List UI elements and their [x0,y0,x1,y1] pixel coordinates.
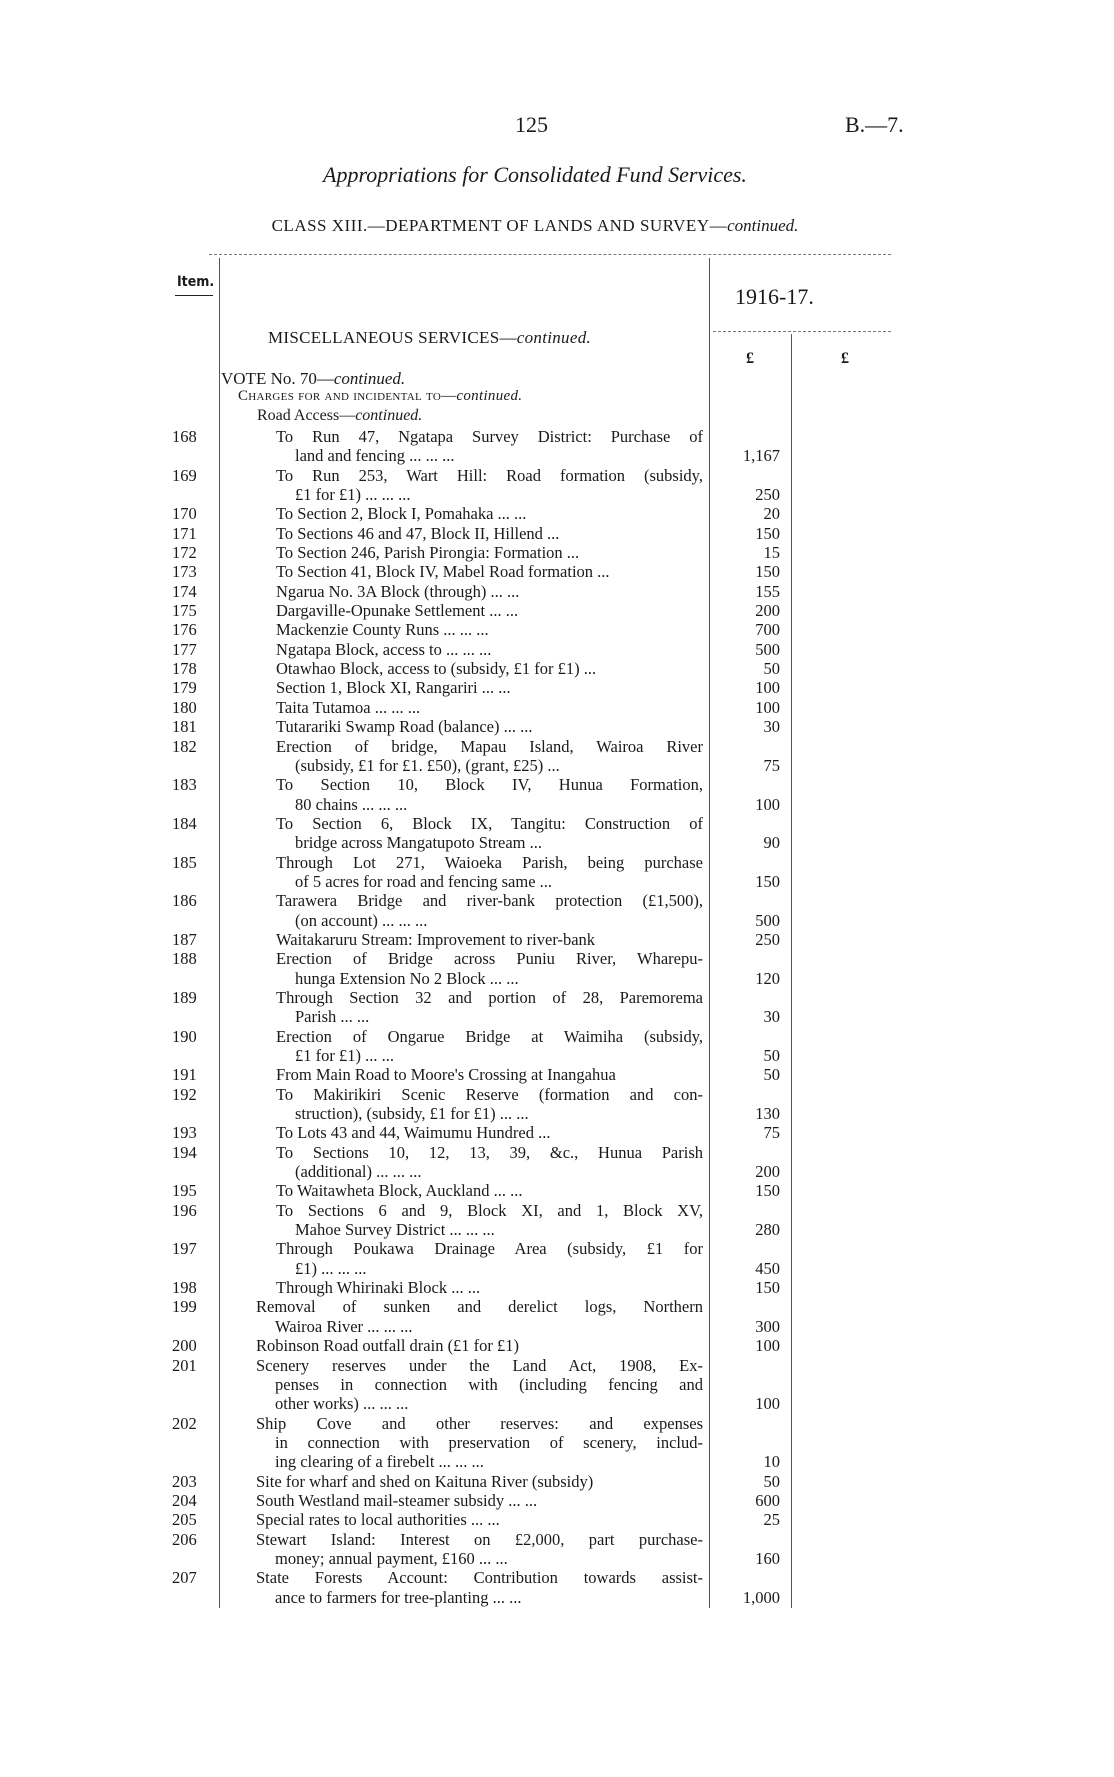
document-reference: B.—7. [845,112,904,137]
table-row [0,1278,1114,1297]
row-line [0,795,1114,814]
item-description: Ngatapa Block, access to ... ... ... [276,639,492,659]
item-number: 205 [172,1510,197,1530]
item-number: 201 [172,1355,197,1375]
item-number: 174 [172,581,197,601]
item-amount: 100 [755,1394,780,1414]
row-line [0,1104,1114,1123]
table-row [0,1123,1114,1142]
item-number: 180 [172,697,197,717]
vote-heading [221,369,405,389]
row-line [0,698,1114,717]
section-heading [268,328,591,348]
item-description: £1 for £1) ... ... [295,1046,394,1065]
item-description: £1) ... ... ... [295,1258,367,1278]
item-amount: 450 [755,1258,780,1278]
item-amount: 1,167 [742,446,780,466]
table-row [0,717,1114,736]
item-description: Section 1, Block XI, Rangariri ... ... [276,678,511,698]
item-description: (additional) ... ... ... [295,1162,422,1182]
row-line [0,1297,1114,1316]
item-description: To Sections 46 and 47, Block II, Hillend ... [276,523,560,543]
row-line [0,891,1114,910]
row-line [0,466,1114,485]
row-line [0,833,1114,852]
item-amount: 50 [763,659,780,679]
item-number: 191 [172,1065,197,1085]
item-number: 173 [172,562,197,582]
item-description: Stewart Island: Interest on £2,000, part purchase- [256,1529,703,1549]
row-line [0,1065,1114,1084]
item-number: 169 [172,465,197,485]
item-amount: 1,000 [742,1587,780,1607]
item-amount: 160 [755,1548,780,1568]
table-row [0,1356,1114,1414]
item-number: 194 [172,1142,197,1162]
item-amount: 300 [755,1316,780,1336]
item-description: other works) ... ... ... [275,1394,409,1414]
row-line [0,601,1114,620]
item-description: To Sections 6 and 9, Block XI, and 1, Block XV, [276,1200,703,1220]
item-amount: 700 [755,620,780,640]
item-number: 202 [172,1413,197,1433]
item-description: To Makirikiri Scenic Reserve (formation and con- [276,1084,703,1104]
item-description: struction), (subsidy, £1 for £1) ... ... [295,1104,529,1124]
item-description: Ship Cove and other reserves: and expenses [256,1413,703,1433]
row-line [0,1181,1114,1200]
item-amount: 75 [763,1123,780,1143]
item-description: Wairoa River ... ... ... [275,1316,413,1336]
item-amount: 25 [763,1510,780,1530]
charges-heading-text: Charges for and incidental to— [238,388,457,404]
item-number: 198 [172,1278,197,1298]
item-amount: 600 [755,1490,780,1510]
item-number: 195 [172,1181,197,1201]
item-description: £1 for £1) ... ... ... [295,485,411,505]
item-description: ance to farmers for tree-planting ... ... [275,1587,522,1607]
row-line [0,1336,1114,1355]
table-row [0,1336,1114,1355]
row-line [0,737,1114,756]
row-line [0,1143,1114,1162]
row-line [0,814,1114,833]
year-header: 1916-17. [735,284,814,309]
row-line [0,756,1114,775]
item-description: To Section 6, Block IX, Tangitu: Construction of [276,813,703,833]
item-number: 176 [172,620,197,640]
item-number: 184 [172,813,197,833]
item-description: in connection with preservation of scenery, includ- [275,1432,703,1452]
item-description: Dargaville-Opunake Settlement ... ... [276,601,519,621]
item-description: Mackenzie County Runs ... ... ... [276,620,489,640]
row-line [0,1007,1114,1026]
item-number: 192 [172,1084,197,1104]
row-line [0,872,1114,891]
table-row [0,1201,1114,1240]
item-description: land and fencing ... ... ... [295,446,455,466]
class-heading-continued: continued. [727,216,799,235]
table-row [0,543,1114,562]
table-row [0,1065,1114,1084]
item-description: To Run 47, Ngatapa Survey District: Purchase of [276,427,703,446]
table-row [0,659,1114,678]
table-row [0,640,1114,659]
item-description: Through Whirinaki Block ... ... [276,1278,481,1298]
item-amount: 10 [763,1452,780,1472]
table-row [0,814,1114,853]
item-number: 207 [172,1568,197,1588]
table-row [0,1568,1114,1607]
item-description: hunga Extension No 2 Block ... ... [295,968,519,988]
row-line [0,1549,1114,1568]
table-row [0,1297,1114,1336]
item-description: of 5 acres for road and fencing same ... [295,871,553,891]
section-heading-continued: continued. [516,328,592,347]
row-line [0,1472,1114,1491]
item-description: Mahoe Survey District ... ... ... [295,1220,495,1240]
item-amount: 150 [755,523,780,543]
row-line [0,1201,1114,1220]
row-line [0,1278,1114,1297]
item-amount: 50 [763,1046,780,1065]
item-description: To Section 10, Block IV, Hunua Formation, [276,775,703,795]
item-description: To Waitawheta Block, Auckland ... ... [276,1181,523,1201]
item-amount: 150 [755,1181,780,1201]
row-line [0,1510,1114,1529]
subhead-text: Road Access— [257,407,356,424]
page-number: 125 [515,112,548,137]
row-line [0,1588,1114,1607]
item-description: Through Section 32 and portion of 28, Paremorema [276,987,703,1007]
row-line [0,427,1114,446]
row-line [0,775,1114,794]
table-row [0,582,1114,601]
item-number: 183 [172,775,197,795]
subhead-road-access [257,407,422,425]
item-description: (on account) ... ... ... [295,910,428,930]
item-description: Scenery reserves under the Land Act, 1908, Ex- [256,1355,703,1375]
item-number: 185 [172,852,197,872]
item-number: 178 [172,659,197,679]
row-line [0,988,1114,1007]
table-row [0,1530,1114,1569]
item-number: 203 [172,1471,197,1491]
row-line [0,1394,1114,1413]
row-line [0,1452,1114,1471]
item-description: Otawhao Block, access to (subsidy, £1 for £1) ... [276,659,597,679]
item-description: Parish ... ... [295,1007,370,1027]
row-line [0,1356,1114,1375]
item-amount: 100 [755,794,780,814]
item-amount: 90 [763,833,780,853]
row-line [0,1046,1114,1065]
row-line [0,562,1114,581]
item-description: (subsidy, £1 for £1. £50), (grant, £25) ... [295,755,560,775]
item-number: 199 [172,1297,197,1317]
table-row [0,737,1114,776]
row-line [0,930,1114,949]
table-row [0,466,1114,505]
item-amount: 280 [755,1220,780,1240]
row-line [0,717,1114,736]
row-line [0,1259,1114,1278]
table-row [0,678,1114,697]
table-row [0,1085,1114,1124]
class-heading-text: CLASS XIII.—DEPARTMENT OF LANDS AND SURVEY— [271,216,728,235]
item-number: 200 [172,1336,197,1356]
item-amount: 15 [763,543,780,563]
item-amount: 500 [755,639,780,659]
row-line [0,1414,1114,1433]
row-line [0,659,1114,678]
page-title: Appropriations for Consolidated Fund Services. [323,162,747,187]
item-column-header: Item. [177,274,215,290]
item-number: 204 [172,1490,197,1510]
row-line [0,524,1114,543]
item-amount: 150 [755,1278,780,1298]
item-number: 175 [172,601,197,621]
row-line [0,853,1114,872]
item-amount: 250 [755,929,780,949]
charges-heading-continued: continued. [456,388,523,404]
item-description: Robinson Road outfall drain (£1 for £1) [256,1336,520,1356]
item-number: 171 [172,523,197,543]
item-amount: 150 [755,562,780,582]
item-number: 193 [172,1123,197,1143]
table-top-rule [209,254,891,255]
item-description: Through Lot 271, Waioeka Parish, being purchase [276,852,703,872]
item-amount: 100 [755,678,780,698]
item-number: 182 [172,736,197,756]
item-amount: 200 [755,601,780,621]
row-line [0,446,1114,465]
currency-header-1: £ [746,350,754,367]
row-line [0,1317,1114,1336]
item-amount: 50 [763,1471,780,1491]
item-description: 80 chains ... ... ... [295,794,408,814]
item-description: State Forests Account: Contribution towards assist- [256,1568,703,1588]
item-description: Tarawera Bridge and river-bank protection (£1,500), [276,891,703,911]
item-amount: 20 [763,504,780,524]
row-line [0,1433,1114,1452]
item-description: Taita Tutamoa ... ... ... [276,697,421,717]
item-number: 189 [172,987,197,1007]
table-row [0,1181,1114,1200]
item-description: Erection of bridge, Mapau Island, Wairoa River [276,736,703,756]
item-amount: 100 [755,1336,780,1356]
year-header-rule [713,331,891,332]
row-line [0,1568,1114,1587]
row-line [0,485,1114,504]
row-line [0,1375,1114,1394]
item-number: 187 [172,929,197,949]
item-number: 190 [172,1026,197,1046]
item-number: 168 [172,427,197,446]
item-amount: 500 [755,910,780,930]
class-heading [0,216,1070,236]
item-description: To Sections 10, 12, 13, 39, &c., Hunua Parish [276,1142,703,1162]
row-line [0,1530,1114,1549]
table-row [0,562,1114,581]
item-description: Ngarua No. 3A Block (through) ... ... [276,581,520,601]
row-line [0,949,1114,968]
item-amount: 100 [755,697,780,717]
row-line [0,620,1114,639]
item-description: Erection of Bridge across Puniu River, Wharepu- [276,949,703,969]
item-number: 181 [172,717,197,737]
item-number: 170 [172,504,197,524]
items-table [0,427,1114,1607]
item-description: penses in connection with (including fencing and [275,1374,703,1394]
row-line [0,969,1114,988]
table-row [0,949,1114,988]
row-line [0,678,1114,697]
item-amount: 155 [755,581,780,601]
item-description: money; annual payment, £160 ... ... [275,1548,508,1568]
item-number: 188 [172,949,197,969]
item-number: 206 [172,1529,197,1549]
table-row [0,1510,1114,1529]
item-amount: 250 [755,485,780,505]
item-description: Erection of Ongarue Bridge at Waimiha (subsidy, [276,1026,703,1046]
row-line [0,640,1114,659]
table-row [0,1027,1114,1066]
item-number: 179 [172,678,197,698]
item-number: 186 [172,891,197,911]
row-line [0,1491,1114,1510]
row-line [0,1027,1114,1046]
table-row [0,620,1114,639]
currency-header-2: £ [841,350,849,367]
item-amount: 30 [763,1007,780,1027]
item-number: 197 [172,1239,197,1259]
item-description: Through Poukawa Drainage Area (subsidy, £1 for [276,1239,703,1259]
item-amount: 50 [763,1065,780,1085]
row-line [0,1123,1114,1142]
row-line [0,582,1114,601]
table-row [0,853,1114,892]
item-description: To Section 246, Parish Pirongia: Formation ... [276,543,580,563]
item-description: Site for wharf and shed on Kaituna River (subsidy) [256,1471,594,1491]
item-amount: 30 [763,717,780,737]
table-row [0,930,1114,949]
table-row [0,1414,1114,1472]
item-description: Tutarariki Swamp Road (balance) ... ... [276,717,533,737]
vote-heading-continued: continued. [333,369,406,388]
table-row [0,1143,1114,1182]
item-number: 172 [172,543,197,563]
item-description: South Westland mail-steamer subsidy ... ... [256,1490,538,1510]
row-line [0,1162,1114,1181]
table-row [0,1472,1114,1491]
subhead-continued: continued. [355,407,423,424]
row-line [0,1239,1114,1258]
item-amount: 150 [755,871,780,891]
item-amount: 75 [763,755,780,775]
item-description: To Section 2, Block I, Pomahaka ... ... [276,504,527,524]
item-description: To Lots 43 and 44, Waimumu Hundred ... [276,1123,551,1143]
vote-heading-text: VOTE No. 70— [221,369,334,388]
item-amount: 120 [755,968,780,988]
item-description: ing clearing of a firebelt ... ... ... [275,1452,484,1472]
item-header-underline [175,295,213,296]
item-description: Removal of sunken and derelict logs, Northern [256,1297,703,1317]
table-row [0,427,1114,466]
table-row [0,524,1114,543]
item-description: From Main Road to Moore's Crossing at Inangahua [276,1065,616,1085]
item-description: bridge across Mangatupoto Stream ... [295,833,542,853]
table-row [0,1491,1114,1510]
item-description: To Section 41, Block IV, Mabel Road formation ... [276,562,610,582]
charges-heading [238,388,522,405]
item-description: Special rates to local authorities ... ... [256,1510,500,1530]
table-row [0,698,1114,717]
table-row [0,775,1114,814]
table-row [0,504,1114,523]
table-row [0,891,1114,930]
item-amount: 200 [755,1162,780,1182]
item-description: Waitakaruru Stream: Improvement to river-bank [276,929,596,949]
item-amount: 130 [755,1104,780,1124]
item-number: 196 [172,1200,197,1220]
row-line [0,1220,1114,1239]
item-number: 177 [172,639,197,659]
section-heading-text: MISCELLANEOUS SERVICES— [268,328,517,347]
table-row [0,988,1114,1027]
item-description: To Run 253, Wart Hill: Road formation (subsidy, [276,465,703,485]
table-row [0,601,1114,620]
row-line [0,543,1114,562]
table-row [0,1239,1114,1278]
row-line [0,911,1114,930]
row-line [0,504,1114,523]
row-line [0,1085,1114,1104]
